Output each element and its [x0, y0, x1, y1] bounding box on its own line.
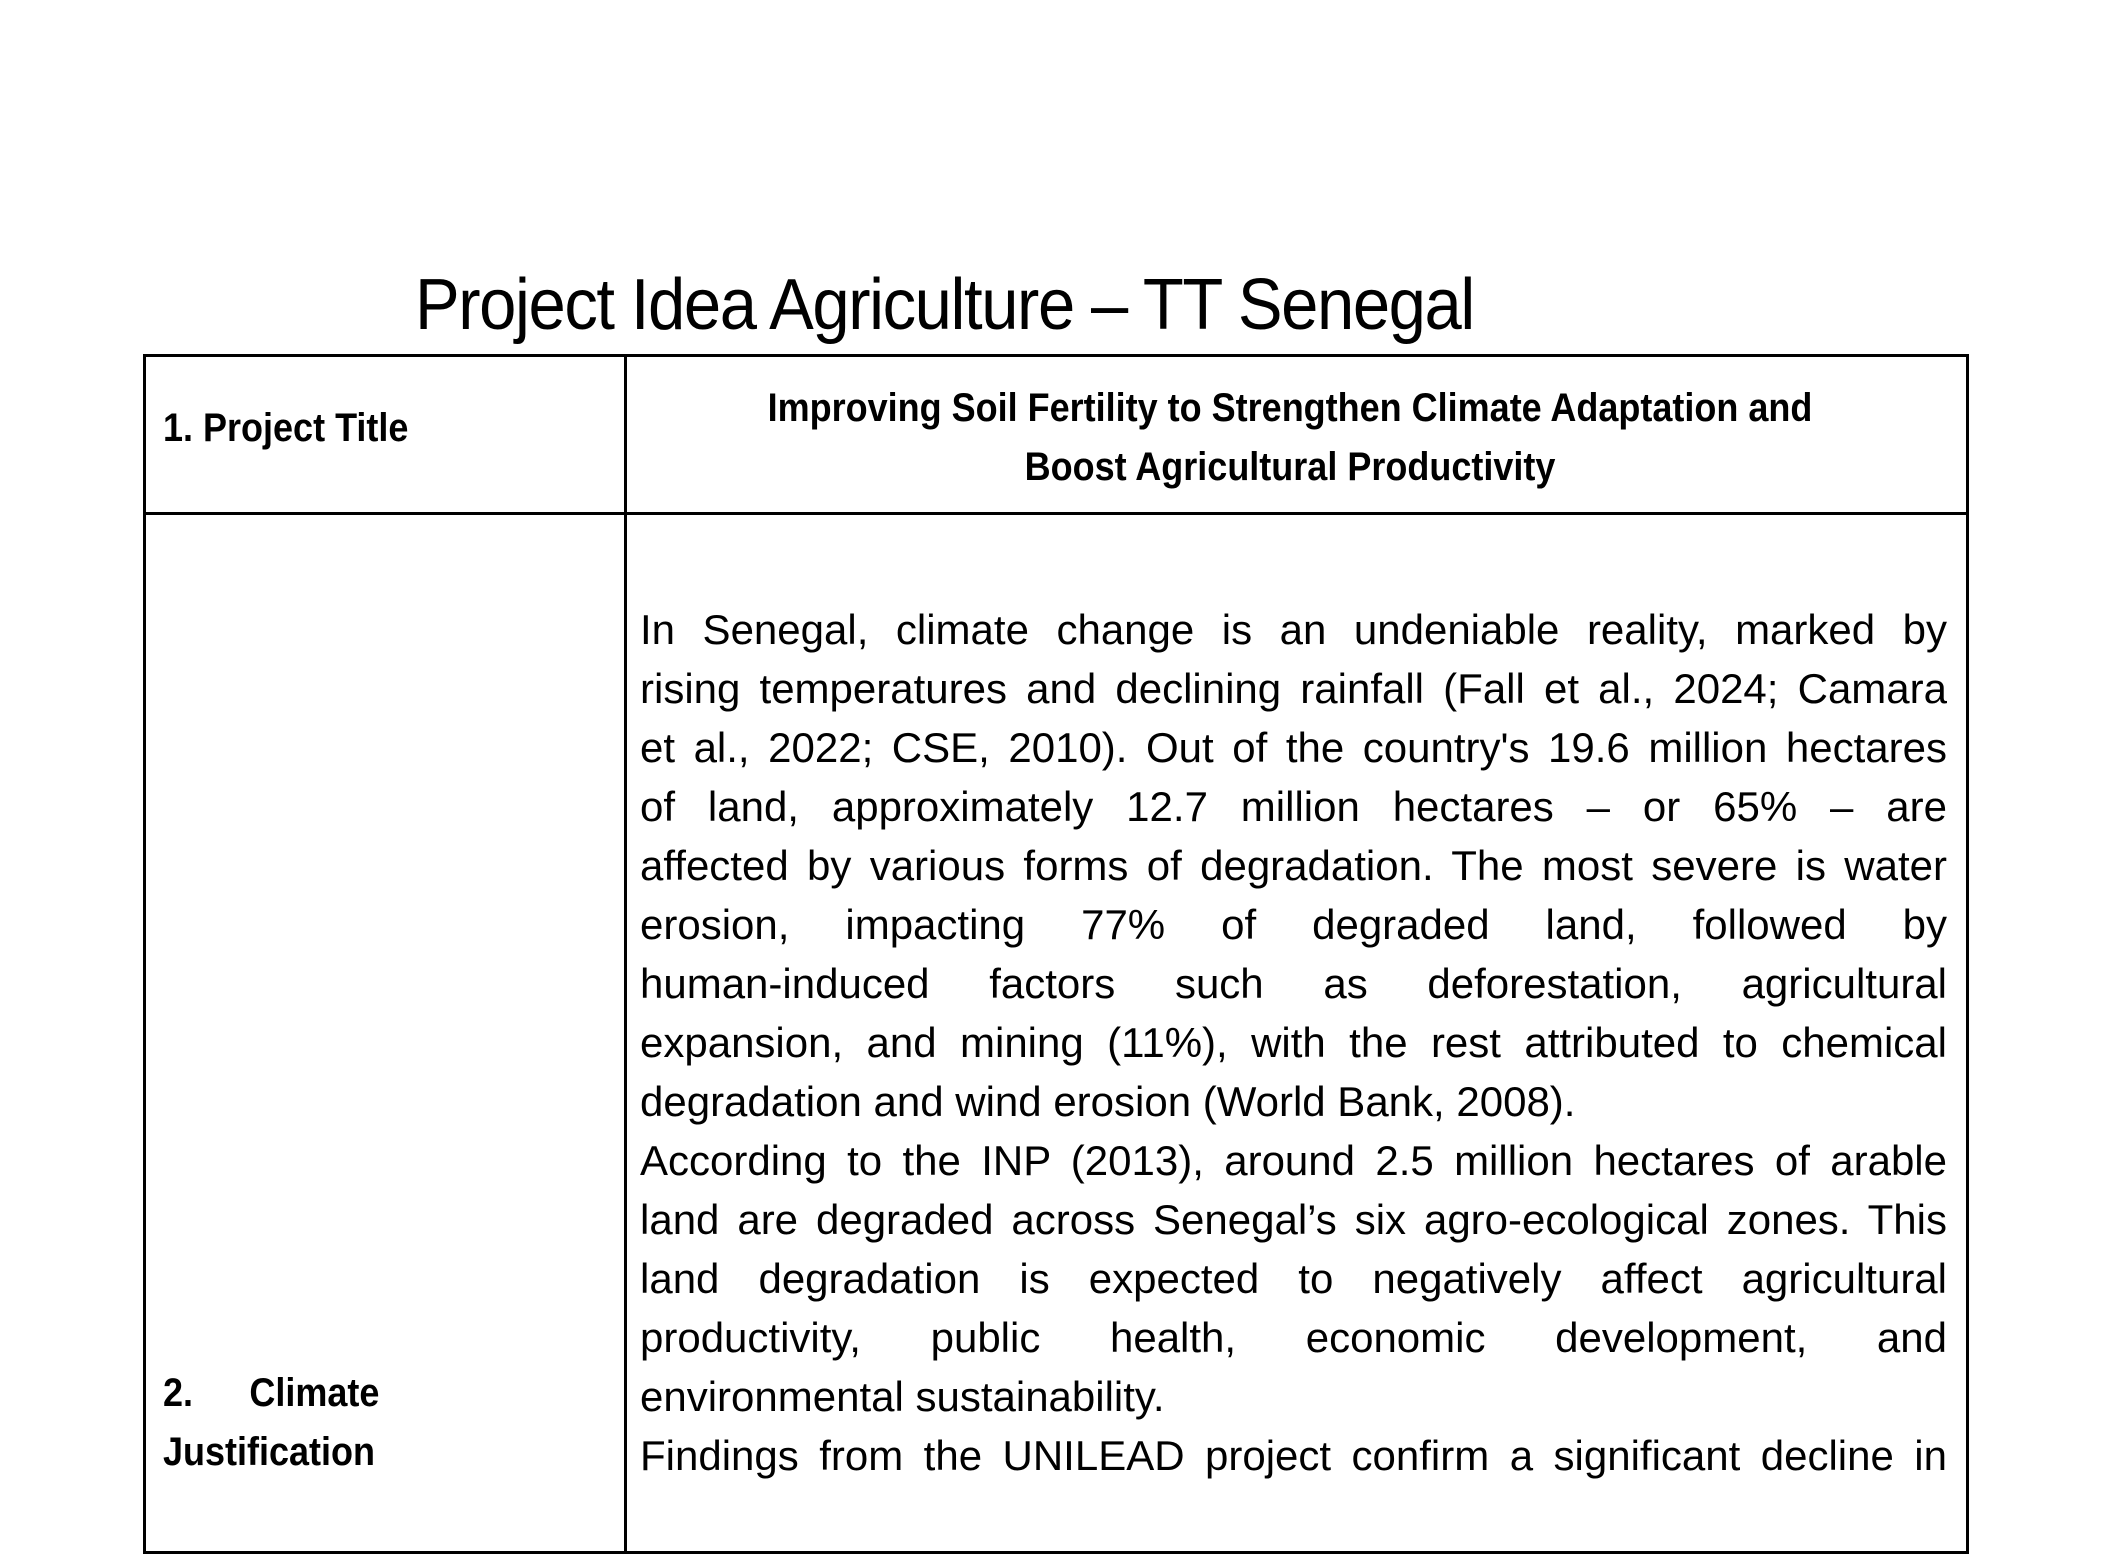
text-line-content: land degradation is expected to negatively affect agricultural: [640, 1255, 1947, 1302]
text-line-content: rising temperatures and declining rainfall (Fall et al., 2024; Camara: [640, 665, 1947, 712]
text-line-content: human-induced factors such as deforestation, agricultural: [640, 960, 1947, 1007]
text-line-content: et al., 2022; CSE, 2010). Out of the country's 19.6 million hectares: [640, 724, 1947, 771]
text-line: [640, 1013, 1947, 1072]
text-line: [640, 1367, 1947, 1426]
text-line: [640, 836, 1947, 895]
row-divider: [146, 512, 1966, 515]
text-line: [640, 1426, 1947, 1485]
text-line: [640, 1072, 1947, 1131]
text-line: [640, 600, 1947, 659]
text-line-content: environmental sustainability.: [640, 1373, 1165, 1420]
climate-justification-label: [163, 1364, 379, 1482]
text-line-content: productivity, public health, economic development, and: [640, 1314, 1947, 1361]
project-title-line: Boost Agricultural Productivity: [1024, 445, 1556, 489]
project-title-label: 1. Project Title: [163, 406, 409, 450]
text-line: [640, 659, 1947, 718]
text-line-content: In Senegal, climate change is an undeniable reality, marked by: [640, 606, 1947, 653]
text-line: [640, 1308, 1947, 1367]
text-line-content: expansion, and mining (11%), with the rest attributed to chemical: [640, 1019, 1947, 1066]
text-line-content: affected by various forms of degradation. The most severe is water: [640, 842, 1947, 889]
text-line: [640, 1190, 1947, 1249]
project-title-line: Improving Soil Fertility to Strengthen Climate Adaptation and: [767, 386, 1813, 430]
paragraph: [640, 1426, 1947, 1485]
text-line-content: Findings from the UNILEAD project confirm a significant decline in: [640, 1432, 1947, 1479]
text-line-content: of land, approximately 12.7 million hectares – or 65% – are: [640, 783, 1947, 830]
text-line-content: land are degraded across Senegal’s six agro-ecological zones. This: [640, 1196, 1947, 1243]
text-line: [640, 895, 1947, 954]
text-line-content: degradation and wind erosion (World Bank, 2008).: [640, 1078, 1576, 1125]
text-line-content: According to the INP (2013), around 2.5 million hectares of arable: [640, 1137, 1947, 1184]
text-line: [640, 1131, 1947, 1190]
section-number: 2.: [163, 1371, 194, 1415]
label-text: Justification: [163, 1430, 376, 1474]
project-title-value: [630, 379, 1950, 497]
text-line: [640, 777, 1947, 836]
climate-justification-text: [640, 600, 1947, 1485]
column-divider: [624, 357, 627, 1551]
label-text: Climate: [249, 1371, 380, 1415]
text-line-content: erosion, impacting 77% of degraded land, followed by: [640, 901, 1947, 948]
paragraph: [640, 600, 1947, 1131]
text-line: [640, 1249, 1947, 1308]
document-title: Project Idea Agriculture – TT Senegal: [415, 265, 1474, 345]
text-line: [640, 718, 1947, 777]
text-line: [640, 954, 1947, 1013]
project-table: [143, 354, 1969, 1554]
paragraph: [640, 1131, 1947, 1426]
